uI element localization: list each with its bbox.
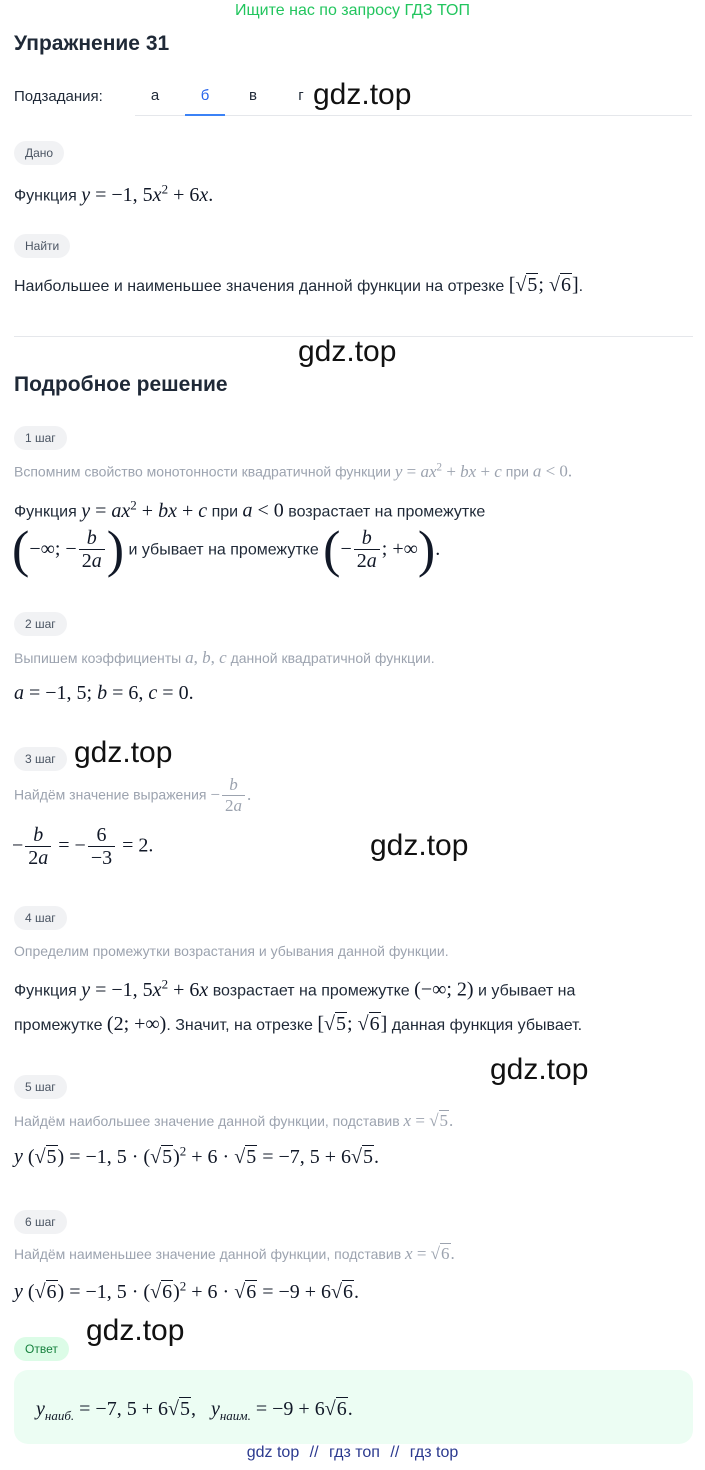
step-1-formula: $y = ax^2$ + bx + c [81,497,208,522]
step-2-result: a = −1, 5; b = 6, c = 0. [14,682,194,704]
watermark: gdz.top [313,78,412,111]
tab-b[interactable]: б [185,80,225,116]
given-badge: Дано [14,141,64,165]
given-text [14,180,213,209]
given-label-text: Функция [14,187,77,205]
footer-links [0,1444,705,1462]
watermark: gdz.top [490,1053,589,1086]
step-badge-3: 3 шаг [14,747,67,771]
watermark: gdz.top [370,829,469,862]
footer-link-2[interactable]: гдз топ [329,1444,380,1461]
tab-g[interactable]: г [298,87,304,104]
step-1-hint-mid: при [505,463,529,480]
step-6-hint-x: x = √6. [405,1244,455,1263]
subtasks-label: Подзадания: [14,88,103,105]
step-4-text-e: . Значит, на отрезке [166,1017,313,1034]
step-2-hint [14,647,435,670]
footer-separator: // [309,1444,319,1461]
step-badge-2: 2 шаг [14,612,67,636]
step-1-hint-formula: $y = ax^2$ + bx + c [394,461,502,481]
search-hint-banner: Ищите нас по запросу ГДЗ ТОП [235,2,470,19]
answer-badge: Ответ [14,1337,69,1361]
step-1-text-a: Функция [14,503,77,521]
step-4-text-a: Функция [14,982,77,1000]
step-badge-1: 1 шаг [14,426,67,450]
tab-v[interactable]: в [249,87,257,104]
step-4-formula: y = −1, $5x^2 + 6x$ [81,976,209,1001]
step-badge-6: 6 шаг [14,1210,67,1234]
decrease-interval: (− $\frac{b}{2a}$ ; +∞). [323,521,441,578]
step-badge-5: 5 шаг [14,1075,67,1099]
step-2-hint-vars: a, b, c [185,648,227,667]
step-3-hint-text: Найдём значение выражения [14,786,207,803]
footer-link-1[interactable]: gdz top [246,1444,300,1461]
step-3-hint-expr: − $\frac{b}{2a}$ . [210,775,252,815]
step-4-hint: Определим промежутки возрастания и убывания данной функции. [14,943,449,959]
watermark: gdz.top [86,1314,185,1347]
find-text: Наибольшее и наименьшее значения данной функции на отрезке [√5; √6]. [14,274,584,296]
step-badge-4: 4 шаг [14,906,67,930]
step-2-hint-a: Выпишем коэффициенты [14,650,182,666]
step-2-hint-b: данной квадратичной функции. [230,650,435,666]
step-1-hint-text: Вспомним свойство монотонности квадратичной функции [14,463,391,480]
step-5-hint-text: Найдём наибольшее значение данной функции, подставив [14,1113,400,1129]
step-4-text-f: данная функция убывает. [391,1017,583,1034]
step-6-hint-text: Найдём наименьшее значение данной функции, подставив [14,1246,402,1262]
step-6-hint [14,1243,455,1266]
solution-title: Подробное решение [14,373,228,396]
step-1-hint-condition: a < 0. [532,461,573,481]
step-1-text-c: возрастает на промежутке [288,503,486,521]
step-1-condition: a < 0 [242,499,284,522]
find-interval: [√5; √6] [508,274,579,296]
answer-sub-min: наим. [219,1408,251,1423]
answer-box [14,1370,693,1444]
find-badge: Найти [14,234,70,258]
answer-sub-max: наиб. [44,1408,75,1423]
step-1-hint [14,460,572,484]
step-4-text-line-2 [14,1011,582,1038]
step-4-text-c: и убывает на [478,982,576,1000]
step-5-result: y (√5) = −1, $5 \cdot (√5)^2 + 6 \cdot √5 = -7$, 5 + 6√5. [14,1143,380,1168]
increase-interval: (−∞; − $\frac{b}{2a}$ ) [12,521,125,578]
page-title: Упражнение 31 [14,32,170,55]
footer-link-3[interactable]: гдз top [409,1444,459,1461]
step-6-result: y (√6) = −1, $5 \cdot (√6)^2 + 6 \cdot √6 = -9 + 6√6$. [14,1278,360,1303]
tab-a[interactable]: а [150,87,160,104]
watermark: gdz.top [298,335,397,368]
step-3-result: − $\frac{b}{2a}$ = − $\frac{6}{-3}$ = 2. [12,824,154,869]
step-1-text-b: при [211,503,239,521]
subtask-tabs [135,80,692,116]
step-1-text [14,496,485,525]
step-4-text-b: возрастает на промежутке [212,982,410,1000]
given-formula: y = −1, $5x^2 + 6x$. [81,181,214,206]
watermark: gdz.top [74,736,173,769]
step-4-increase-interval: (−∞; 2) [414,978,474,1001]
step-4-text-line-1 [14,975,575,1004]
step-5-hint [14,1110,453,1133]
step-4-text-d: промежутке [14,1017,103,1034]
step-5-hint-x: x = √5. [403,1111,454,1130]
step-1-text-d: и убывает на промежутке [128,541,319,559]
step-3-hint [14,776,251,815]
footer-separator: // [390,1444,400,1461]
find-label-text: Наибольшее и наименьшее значения данной функции на отрезке [14,278,505,295]
step-4-decrease-interval: (2; +∞) [106,1013,167,1035]
answer-formula: $y_{наиб.} = -7$, 5 + 6√5, $y_{наим.} = -9 + 6√6$. [36,1398,353,1423]
step-4-segment: [√5; √6] [317,1013,388,1035]
step-1-intervals [12,521,441,578]
